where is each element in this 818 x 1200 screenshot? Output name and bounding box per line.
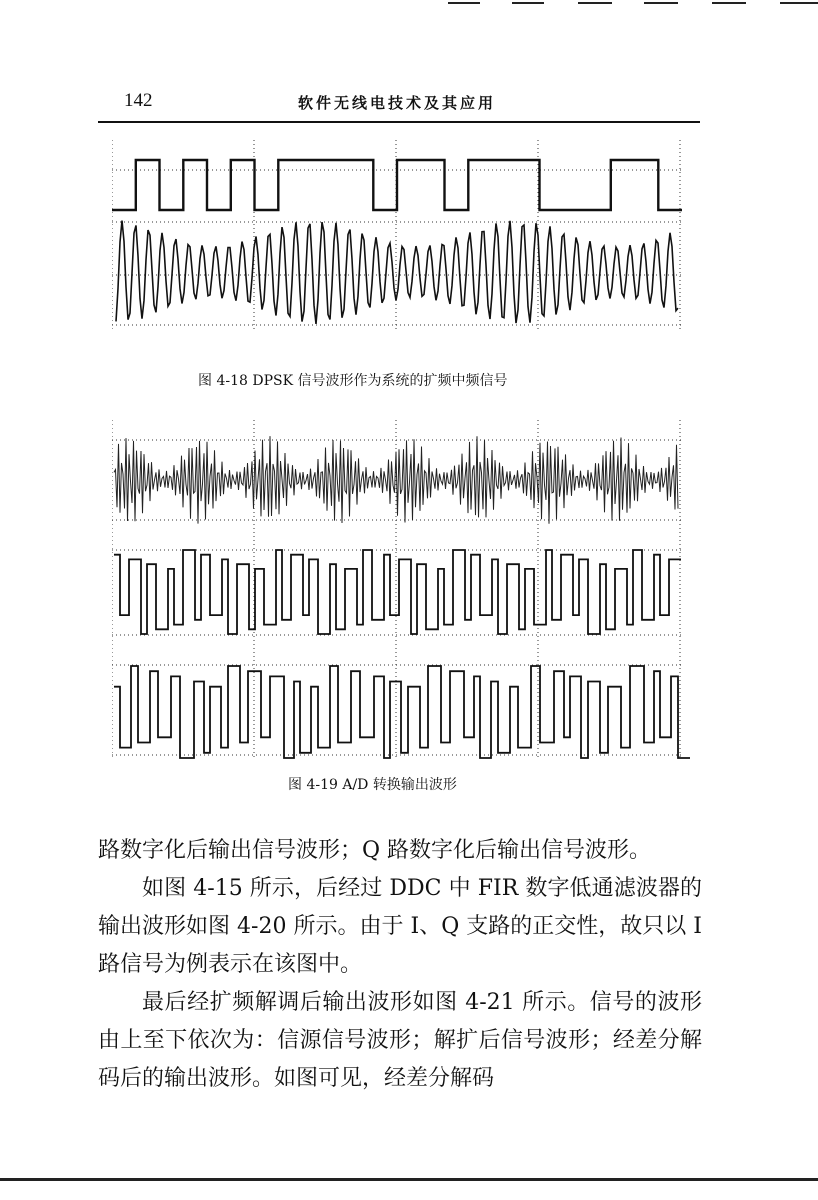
figure-4-18 — [112, 140, 692, 345]
figure-grid — [112, 420, 682, 760]
paragraph: 路数字化后输出信号波形；Q 路数字化后输出信号波形。 — [98, 838, 652, 863]
digital-data-waveform — [112, 160, 682, 210]
page-number: 142 — [124, 90, 153, 111]
modulated-if-waveform — [116, 221, 678, 324]
header-rule — [98, 121, 700, 123]
figure-4-19-caption: 图 4-19 A/D 转换输出波形 — [288, 777, 457, 793]
pulse-waveform-2 — [114, 666, 690, 758]
dense-sampled-waveform — [114, 436, 678, 524]
bottom-scan-edge — [0, 1178, 818, 1181]
figure-4-18-caption: 图 4-18 DPSK 信号波形作为系统的扩频中频信号 — [198, 373, 508, 389]
paragraph: 如图 4-15 所示，后经过 DDC 中 FIR 数字低通滤波器的输出波形如图 4-20 所示。由于 I、Q 支路的正交性，故只以 I 路信号为例表示在该图中。 — [98, 876, 702, 977]
body-text — [98, 832, 702, 1098]
top-edge-marks — [440, 0, 818, 10]
running-title: 软件无线电技术及其应用 — [298, 94, 497, 112]
pulse-waveform-1 — [114, 550, 681, 634]
figure-4-19 — [112, 420, 692, 765]
page-header — [98, 88, 700, 124]
paragraph: 最后经扩频解调后输出波形如图 4-21 所示。信号的波形由上至下依次为：信源信号波形；解扩后信号波形；经差分解码后的输出波形。如图可见，经差分解码 — [98, 990, 702, 1091]
